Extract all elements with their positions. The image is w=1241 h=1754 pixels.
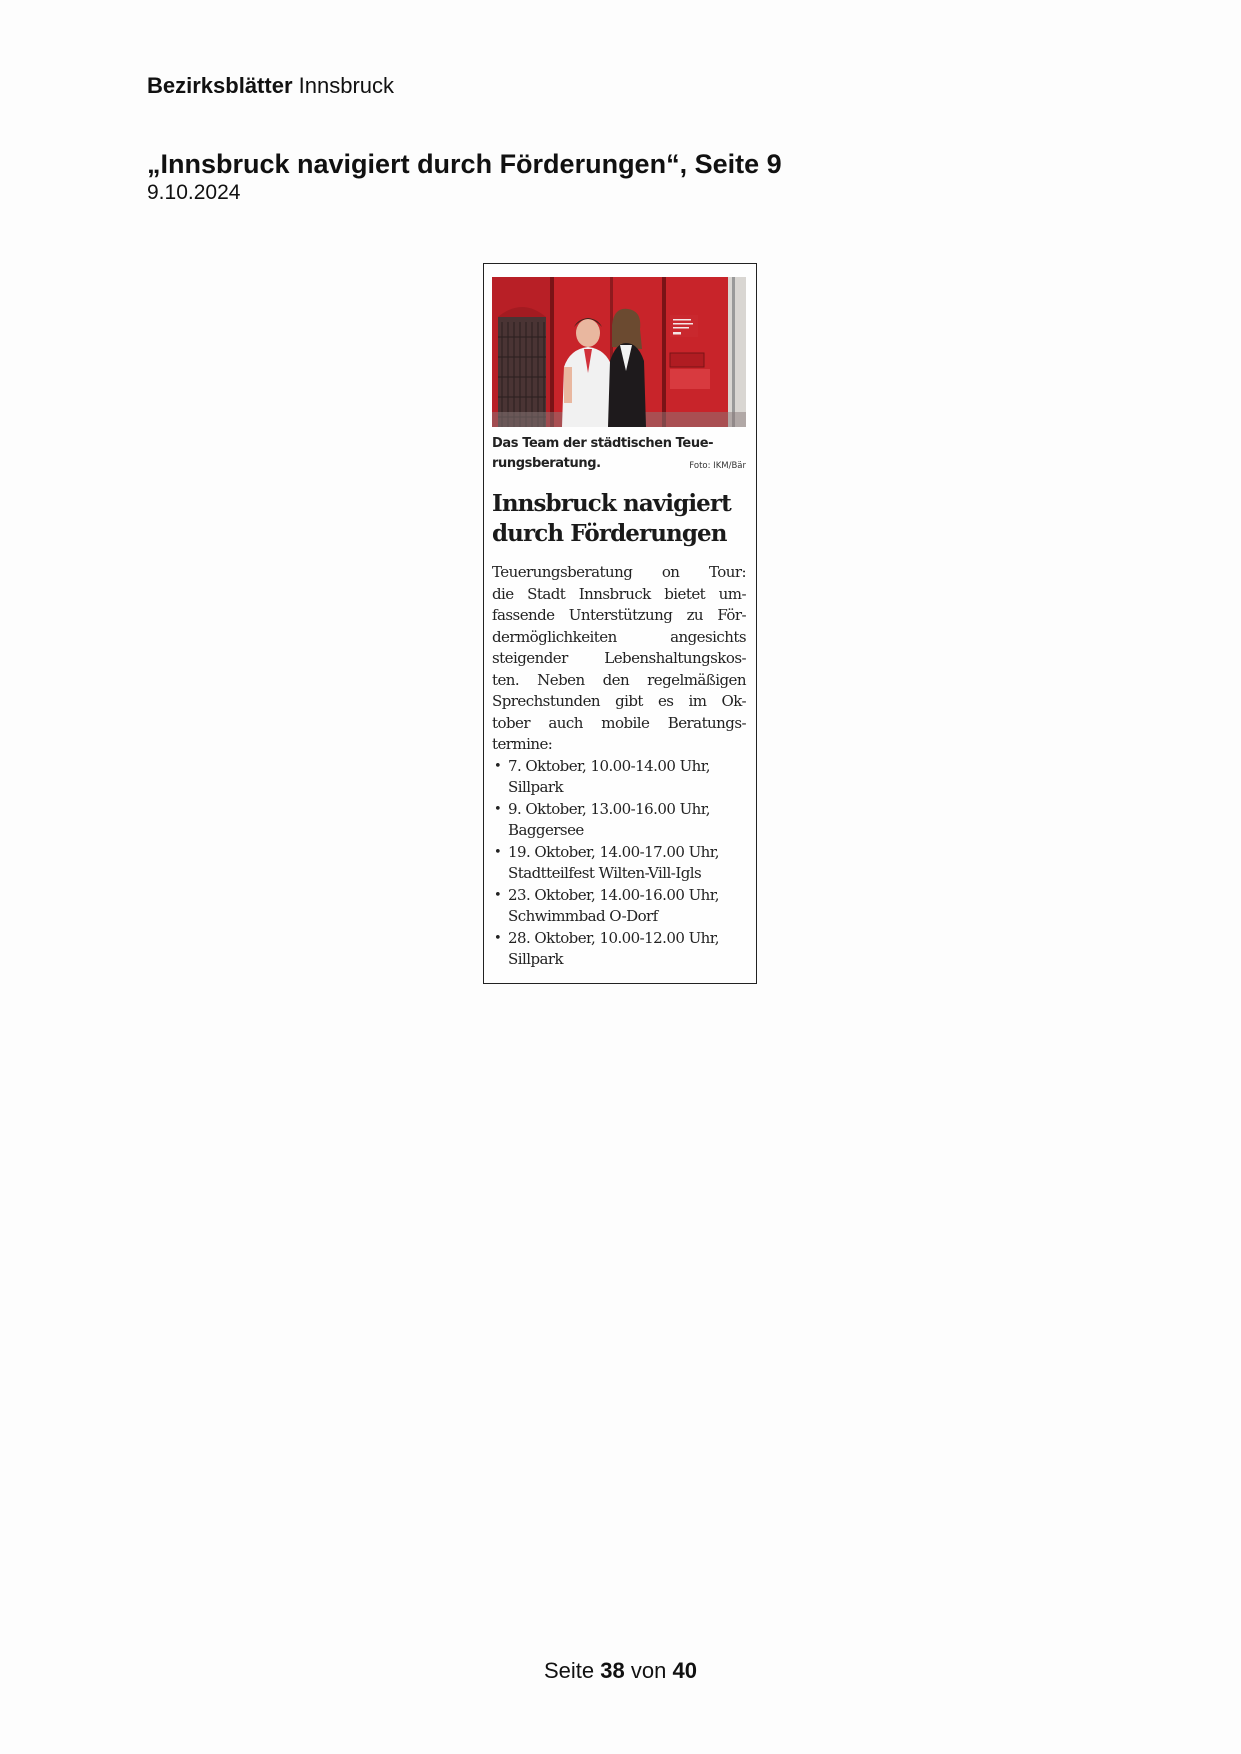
document-date: 9.10.2024 (147, 181, 241, 204)
article-headline (492, 489, 752, 549)
schedule-item (492, 799, 746, 842)
publication-header (147, 73, 394, 99)
body-line: ten. Neben den regelmäßigen (492, 670, 746, 689)
page-number (0, 1658, 1241, 1684)
photo-caption (492, 434, 746, 474)
schedule-item (492, 928, 746, 971)
page-separator: von (630, 1658, 667, 1683)
photo-caption-line2: rungsberatung. (492, 456, 601, 471)
body-line: Teuerungsberatung on Tour: (492, 563, 746, 581)
schedule-list (492, 756, 746, 971)
page-current: 38 (600, 1658, 625, 1683)
page-total: 40 (672, 1658, 697, 1683)
team-photo (492, 277, 746, 427)
body-line: tober auch mobile Beratungs- (492, 713, 746, 732)
publication-name: Bezirksblätter (147, 73, 293, 98)
body-line: termine: (492, 735, 553, 753)
document-title: „Innsbruck navigiert durch Förderungen“, Seite 9 (147, 149, 782, 179)
schedule-place: Stadtteilfest Wilten-Vill-Igls (508, 864, 702, 882)
schedule-date: • 28. Oktober, 10.00-12.00 Uhr, (508, 928, 719, 947)
schedule-date: • 9. Oktober, 13.00-16.00 Uhr, (508, 799, 710, 818)
body-line: die Stadt Innsbruck bietet um- (492, 584, 746, 603)
body-line: Sprechstunden gibt es im Ok- (492, 692, 746, 710)
body-line: fassende Unterstützung zu För- (492, 606, 746, 624)
body-line: steigender Lebenshaltungskos- (492, 649, 746, 667)
headline-line1: Innsbruck navigiert (492, 490, 731, 517)
schedule-place: Sillpark (508, 950, 564, 968)
schedule-item (492, 885, 746, 928)
article-body (492, 562, 746, 971)
schedule-date: • 7. Oktober, 10.00-14.00 Uhr, (508, 756, 710, 775)
schedule-date: • 23. Oktober, 14.00-16.00 Uhr, (508, 885, 719, 904)
page-prefix: Seite (544, 1658, 595, 1683)
headline-line2: durch Förderungen (492, 520, 727, 547)
schedule-item (492, 756, 746, 799)
photo-credit: Foto: IKM/Bär (689, 461, 746, 471)
publication-edition: Innsbruck (298, 73, 395, 98)
photo-caption-line1: Das Team der städtischen Teue- (492, 436, 714, 451)
schedule-item (492, 842, 746, 885)
schedule-place: Sillpark (508, 778, 564, 796)
schedule-place: Baggersee (508, 821, 584, 839)
newspaper-clipping (483, 263, 757, 984)
body-line: dermöglichkeiten angesichts (492, 627, 746, 646)
schedule-place: Schwimmbad O-Dorf (508, 907, 658, 925)
schedule-date: • 19. Oktober, 14.00-17.00 Uhr, (508, 842, 719, 861)
team-photo-image (492, 277, 746, 427)
